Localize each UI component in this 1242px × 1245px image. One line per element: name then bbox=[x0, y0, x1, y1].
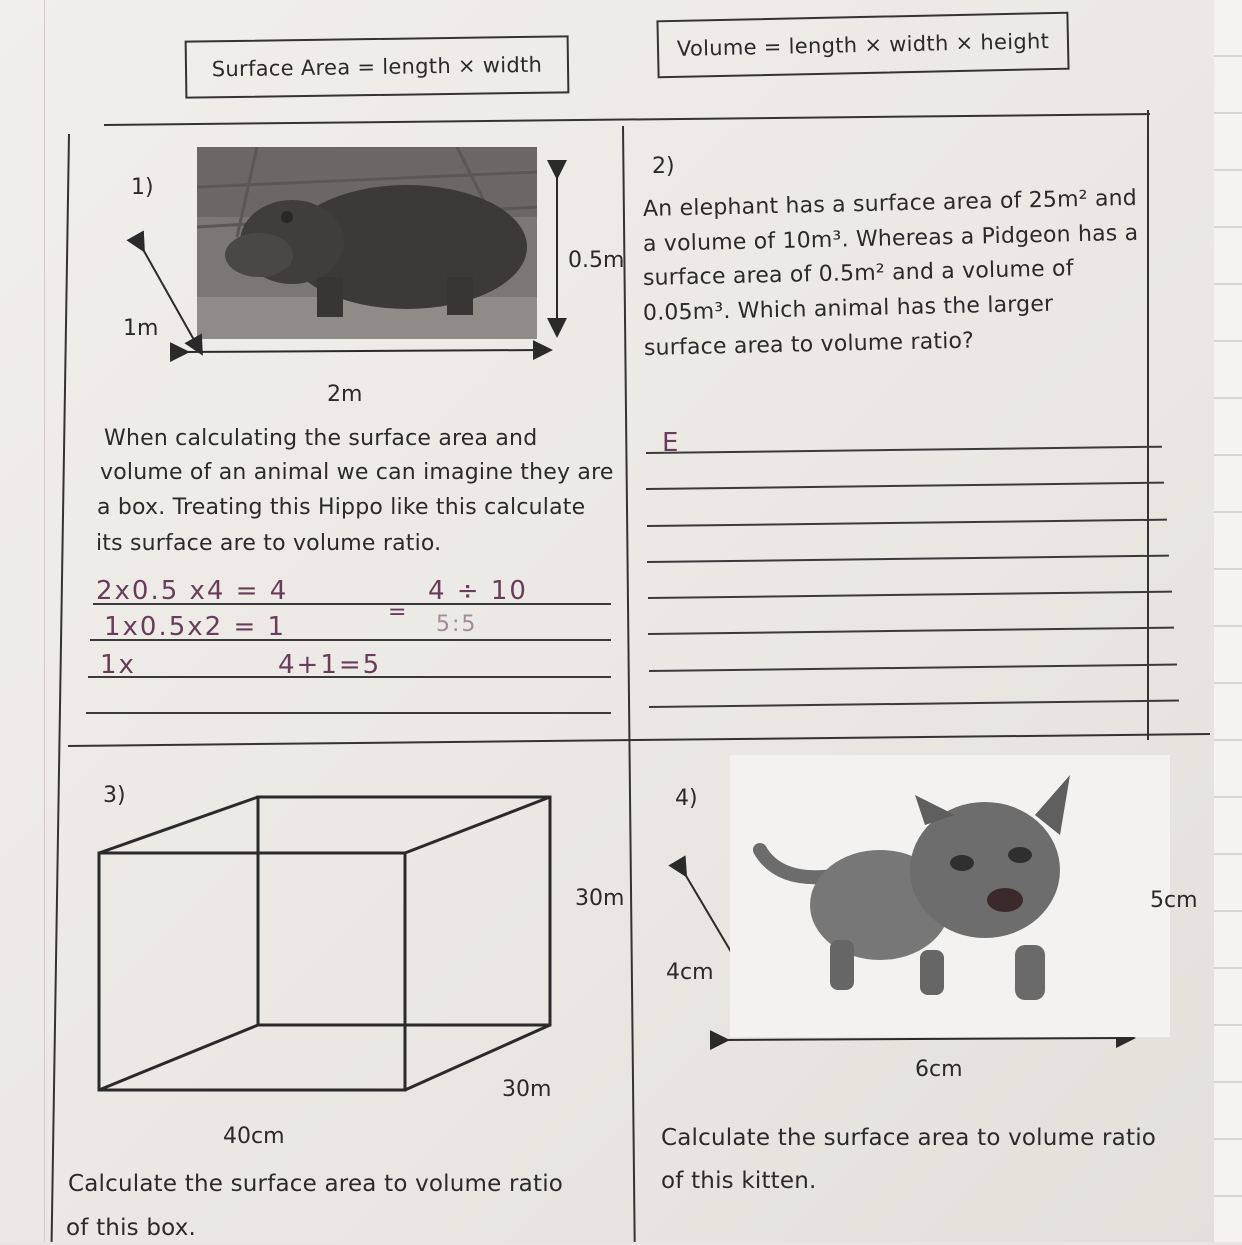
q4-text-line-1: Calculate the surface area to volume ratio bbox=[661, 1125, 1157, 1151]
volume-formula: Volume = length × width × height bbox=[656, 12, 1069, 79]
q1-depth-label: 1m bbox=[123, 316, 159, 341]
q2-text-line-5: surface area to volume ratio? bbox=[643, 328, 975, 361]
q3-text-line-1: Calculate the surface area to volume ratio bbox=[68, 1171, 564, 1197]
q1-handwriting-line-1: 2x0.5 x4 = 4 bbox=[96, 576, 289, 606]
question-3-number: 3) bbox=[103, 783, 126, 808]
q4-width-label: 6cm bbox=[915, 1057, 963, 1082]
q3-height-label: 30m bbox=[575, 886, 625, 911]
q2-text-line-4: 0.05m³. Which animal has the larger bbox=[642, 291, 1054, 326]
q2-text-line-3: surface area of 0.5m² and a volume of bbox=[642, 256, 1074, 291]
q1-text-line-3: a box. Treating this Hippo like this calculate bbox=[97, 495, 586, 520]
q3-text-line-2: of this box. bbox=[66, 1215, 197, 1241]
question-2-number: 2) bbox=[652, 154, 675, 179]
q1-handwriting-equals: = bbox=[388, 600, 409, 625]
q1-handwriting-line-2: 1x0.5x2 = 1 bbox=[104, 612, 287, 642]
kitten-photo bbox=[730, 755, 1170, 1037]
question-1-number: 1) bbox=[131, 175, 154, 200]
q1-handwriting-ratio-1: 4 ÷ 10 bbox=[428, 576, 528, 606]
question-4-number: 4) bbox=[675, 786, 698, 811]
q1-width-label: 2m bbox=[327, 382, 363, 407]
q1-text-line-4: its surface are to volume ratio. bbox=[96, 531, 442, 556]
q1-text-line-1: When calculating the surface area and bbox=[104, 426, 538, 451]
q3-depth-label: 30m bbox=[502, 1077, 552, 1102]
surface-area-formula: Surface Area = length × width bbox=[185, 35, 570, 98]
q3-width-label: 40cm bbox=[223, 1124, 285, 1149]
q1-text-line-2: volume of an animal we can imagine they are bbox=[100, 460, 614, 485]
q1-handwriting-line-3: 1x bbox=[100, 650, 136, 680]
q2-handwriting: E bbox=[662, 428, 681, 458]
q1-handwriting-ratio-2: 5:5 bbox=[436, 612, 478, 637]
q1-height-label: 0.5m bbox=[568, 248, 625, 273]
q4-text-line-2: of this kitten. bbox=[661, 1168, 817, 1194]
q2-text-line-1: An elephant has a surface area of 25m² and bbox=[642, 185, 1138, 222]
q4-height-label: 5cm bbox=[1150, 888, 1198, 913]
q2-text-line-2: a volume of 10m³. Whereas a Pidgeon has a bbox=[642, 220, 1139, 257]
q1-handwriting-line-3b: 4+1=5 bbox=[278, 650, 382, 680]
q1-answer-line-4 bbox=[86, 712, 611, 714]
q4-depth-label: 4cm bbox=[666, 960, 714, 985]
